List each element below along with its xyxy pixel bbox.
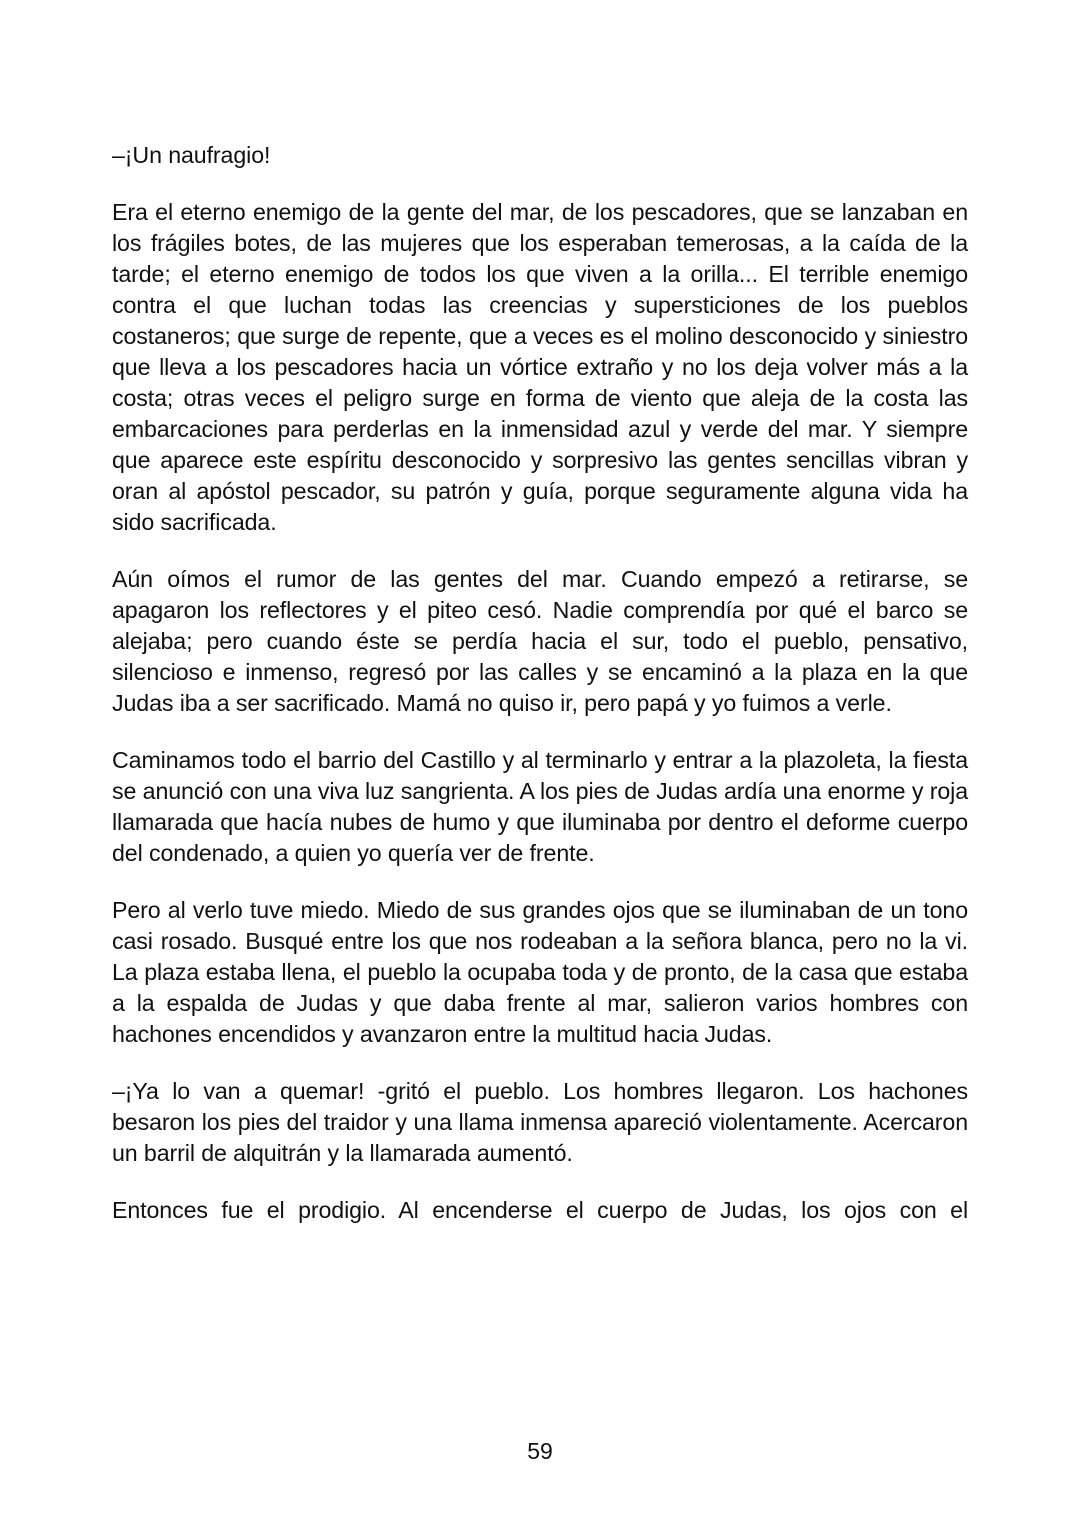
- body-paragraph: Era el eterno enemigo de la gente del mar, de los pescadores, que se lanzaban en los frágiles botes, de las mujeres que los esperaban temerosas, a la caída de la tarde; el eterno enemigo de todos los que viven a la orilla... El terrible enemigo contra el que luchan todas las creencias y supersticiones de los pueblos costaneros; que surge de repente, que a veces es el molino desconocido y siniestro que lleva a los pescadores hacia un vórtice extraño y no los deja volver más a la costa; otras veces el peligro surge en forma de viento que aleja de la costa las embarcaciones para perderlas en la inmensidad azul y verde del mar. Y siempre que aparece este espíritu desconocido y sorpresivo las gentes sencillas vibran y oran al apóstol pescador, su patrón y guía, porque seguramente alguna vida ha sido sacrificada.: [112, 199, 968, 535]
- body-paragraph: Aún oímos el rumor de las gentes del mar. Cuando empezó a retirarse, se apagaron los reflectores y el piteo cesó. Nadie comprendía por qué el barco se alejaba; pero cuando éste se perdía hacia el sur, todo el pueblo, pensativo, silencioso e inmenso, regresó por las calles y se encaminó a la plaza en la que Judas iba a ser sacrificado. Mamá no quiso ir, pero papá y yo fuimos a verle.: [112, 566, 968, 716]
- body-paragraph: Pero al verlo tuve miedo. Miedo de sus grandes ojos que se iluminaban de un tono casi rosado. Busqué entre los que nos rodeaban a la señora blanca, pero no la vi. La plaza estaba llena, el pueblo la ocupaba toda y de pronto, de la casa que estaba a la espalda de Judas y que daba frente al mar, salieron varios hombres con hachones encendidos y avanzaron entre la multitud hacia Judas.: [112, 897, 968, 1047]
- dialogue-paragraph: –¡Un naufragio!: [112, 142, 271, 168]
- page-body: [112, 140, 968, 1252]
- body-paragraph: Entonces fue el prodigio. Al encenderse el cuerpo de Judas, los ojos con el: [112, 1197, 968, 1223]
- page-number: 59: [527, 1438, 553, 1464]
- dialogue-paragraph: –¡Ya lo van a quemar! -gritó el pueblo. Los hombres llegaron. Los hachones besaron los pies del traidor y una llama inmensa apareció violentamente. Acercaron un barril de alquitrán y la llamarada aumentó.: [112, 1078, 968, 1166]
- body-paragraph: Caminamos todo el barrio del Castillo y al terminarlo y entrar a la plazoleta, la fiesta se anunció con una viva luz sangrienta. A los pies de Judas ardía una enorme y roja llamarada que hacía nubes de humo y que iluminaba por dentro el deforme cuerpo del condenado, a quien yo quería ver de frente.: [112, 747, 968, 866]
